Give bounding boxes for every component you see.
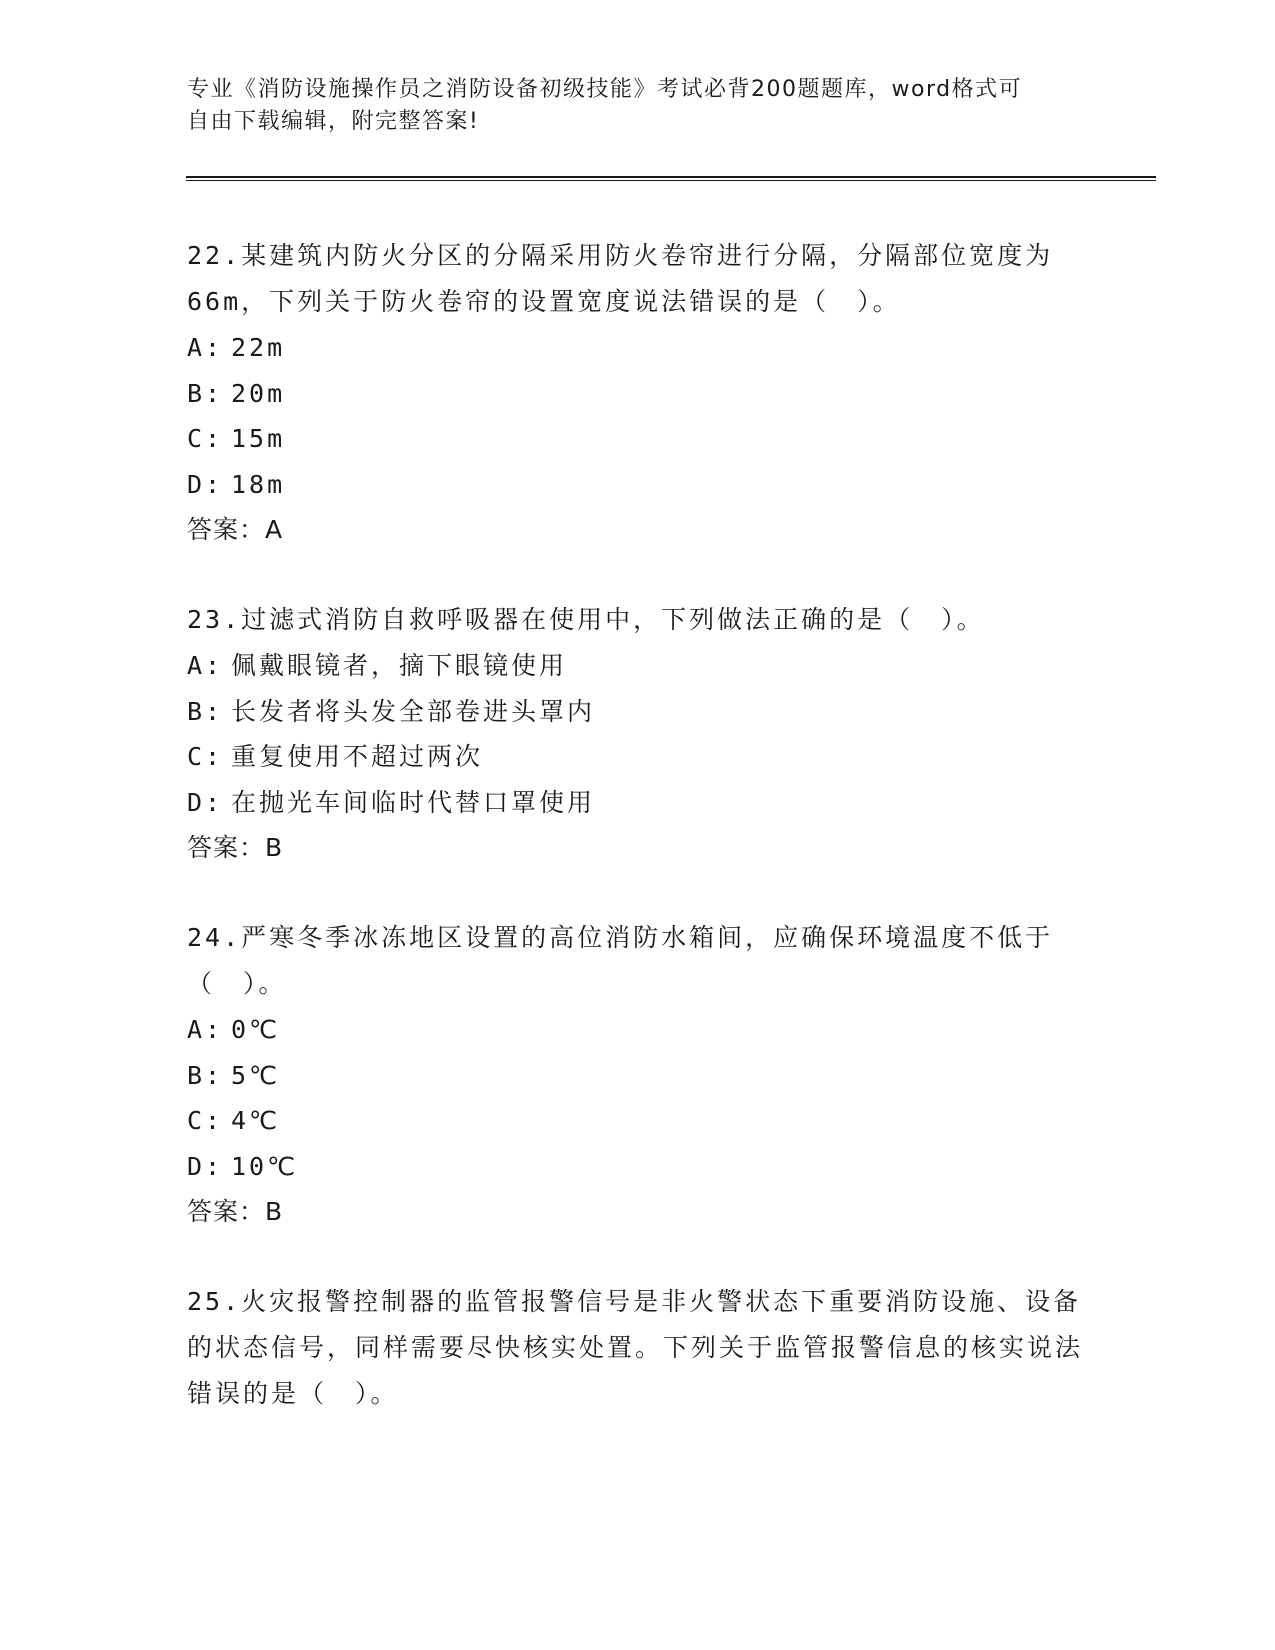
option-b xyxy=(187,371,1087,417)
option-letter: B: xyxy=(187,378,224,408)
question-list xyxy=(187,233,1087,1461)
question-text: 22.某建筑内防火分区的分隔采用防火卷帘进行分隔，分隔部位宽度为66m，下列关于防火卷帘的设置宽度说法错误的是（ ）。 xyxy=(187,241,1054,316)
header-divider xyxy=(186,176,1156,181)
option-text: 佩戴眼镜者，摘下眼镜使用 xyxy=(231,651,568,680)
option-text: 在抛光车间临时代替口罩使用 xyxy=(231,787,596,817)
option-c xyxy=(187,416,1087,462)
option-d xyxy=(187,1144,1087,1190)
option-a xyxy=(187,643,1087,689)
option-text: 15m xyxy=(231,424,286,453)
option-letter: A: xyxy=(187,1015,224,1044)
option-c xyxy=(187,1098,1087,1144)
header-line-1: 专业《消防设施操作员之消防设备初级技能》考试必背200题题库，word格式可 xyxy=(187,77,1023,102)
option-letter: C: xyxy=(187,1106,224,1135)
option-letter: B: xyxy=(187,1060,224,1090)
answer-line: 答案：B xyxy=(187,833,284,862)
option-text: 20m xyxy=(231,378,286,408)
question-text: 23.过滤式消防自救呼吸器在使用中，下列做法正确的是（ ）。 xyxy=(187,605,985,634)
option-b xyxy=(187,1053,1087,1099)
option-letter: D: xyxy=(187,469,224,499)
option-d xyxy=(187,462,1087,508)
option-a xyxy=(187,1007,1087,1053)
question-text: 25.火灾报警控制器的监管报警信号是非火警状态下重要消防设施、设备的状态信号，同样需要尽快核实处置。下列关于监管报警信息的核实说法错误的是（ ）。 xyxy=(187,1287,1084,1408)
question-25 xyxy=(187,1279,1087,1417)
option-letter: C: xyxy=(187,424,224,453)
question-text: 24.严寒冬季冰冻地区设置的高位消防水箱间，应确保环境温度不低于（ ）。 xyxy=(187,923,1054,998)
question-22 xyxy=(187,233,1087,553)
option-letter: D: xyxy=(187,787,224,817)
option-text: 10℃ xyxy=(231,1151,299,1181)
answer-line: 答案：B xyxy=(187,1197,284,1226)
option-text: 重复使用不超过两次 xyxy=(231,742,484,771)
option-text: 0℃ xyxy=(231,1015,281,1044)
question-24 xyxy=(187,915,1087,1235)
option-letter: D: xyxy=(187,1151,224,1181)
option-letter: B: xyxy=(187,696,224,726)
question-23 xyxy=(187,597,1087,871)
header-line-2: 自由下载编辑，附完整答案! xyxy=(187,109,480,134)
option-letter: A: xyxy=(187,333,224,362)
answer-line: 答案：A xyxy=(187,515,284,544)
option-text: 5℃ xyxy=(231,1060,281,1090)
option-text: 4℃ xyxy=(231,1106,281,1135)
option-b xyxy=(187,689,1087,735)
option-text: 18m xyxy=(231,469,286,499)
option-letter: C: xyxy=(187,742,224,771)
option-a xyxy=(187,325,1087,371)
option-d xyxy=(187,780,1087,826)
option-text: 22m xyxy=(231,333,286,362)
option-letter: A: xyxy=(187,651,224,680)
document-header xyxy=(187,74,1087,138)
option-text: 长发者将头发全部卷进头罩内 xyxy=(231,696,596,726)
option-c xyxy=(187,734,1087,780)
